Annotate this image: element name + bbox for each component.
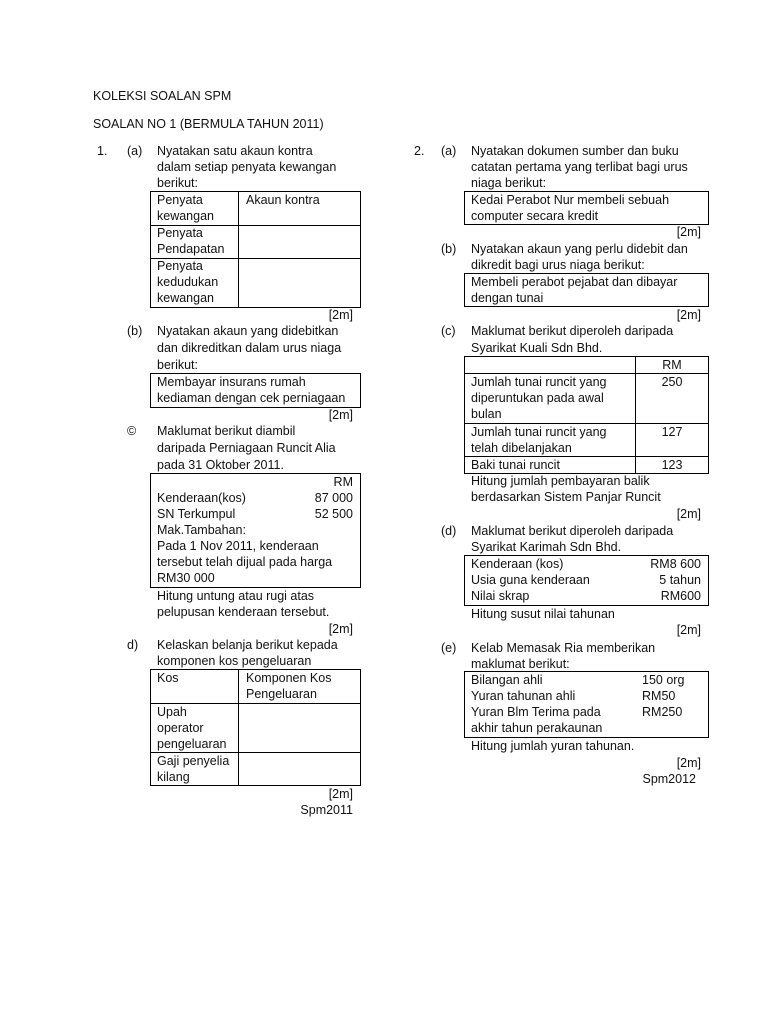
table-header-cell: Pengeluaran [246, 687, 317, 701]
table-cell: operator [157, 721, 204, 735]
q1c-text-line: Maklumat berikut diambil [157, 424, 296, 438]
q1c-label: © [127, 424, 137, 438]
q1a-text-line: dalam setiap penyata kewangan [157, 160, 337, 174]
q1a-marks: [2m] [328, 308, 353, 322]
q2d-text-line: Maklumat berikut diperoleh daripada [471, 524, 674, 538]
info-value: RM50 [642, 689, 676, 703]
info-value: 52 500 [314, 507, 353, 521]
q2b-label: (b) [441, 242, 457, 256]
q2c-text-line: Maklumat berikut diperoleh daripada [471, 324, 674, 338]
q2a-label: (a) [441, 144, 457, 158]
table-value: 127 [661, 425, 683, 439]
table-value: 250 [661, 375, 683, 389]
q1b-label: (b) [127, 324, 143, 338]
q2a-text-line: niaga berikut: [471, 176, 547, 190]
q2b-marks: [2m] [676, 308, 701, 322]
q2b-box-line: Membeli perabot pejabat dan dibayar [471, 275, 678, 289]
q2c-text-line: Syarikat Kuali Sdn Bhd. [471, 341, 603, 355]
table-value: 123 [661, 458, 683, 472]
table-cell: kewangan [157, 291, 214, 305]
q2a-box-line: computer secara kredit [471, 209, 599, 223]
info-label: Bilangan ahli [471, 673, 543, 687]
q1d-text-line: komponen kos pengeluaran [157, 654, 312, 668]
q1d-label: d) [127, 638, 139, 652]
q1c-text-line: daripada Perniagaan Runcit Alia [157, 441, 336, 455]
info-value: 5 tahun [659, 573, 701, 587]
q2c-label: (c) [441, 324, 456, 338]
info-value: 150 org [642, 673, 685, 687]
info-label: Kenderaan(kos) [157, 491, 246, 505]
page-title: KOLEKSI SOALAN SPM [93, 89, 232, 103]
info-label: Usia guna kenderaan [471, 573, 590, 587]
table-cell: kedudukan [157, 275, 219, 289]
q2e-text-line: maklumat berikut: [471, 657, 570, 671]
q2-number: 2. [414, 144, 425, 158]
info-value: RM600 [660, 589, 701, 603]
q2e-text-line: Kelab Memasak Ria memberikan [471, 641, 656, 655]
table-cell: Penyata [157, 259, 203, 273]
table-header-cell: Kos [157, 671, 179, 685]
q2b-text-line: dikredit bagi urus niaga berikut: [471, 258, 645, 272]
q1d-text-line: Kelaskan belanja berikut kepada [157, 638, 338, 652]
extra-line: tersebut telah dijual pada harga [157, 555, 333, 569]
table-cell: Upah [157, 705, 187, 719]
q2a-marks: [2m] [676, 225, 701, 239]
table-cell: Pendapatan [157, 242, 225, 256]
table-header-cell: Akaun kontra [246, 193, 320, 207]
table-cell: Jumlah tunai runcit yang [471, 375, 607, 389]
q2-year: Spm2012 [642, 772, 696, 786]
q1c-question-line: pelupusan kenderaan tersebut. [157, 605, 330, 619]
q2a-text-line: Nyatakan dokumen sumber dan buku [471, 144, 679, 158]
page-subtitle: SOALAN NO 1 (BERMULA TAHUN 2011) [93, 117, 324, 131]
extra-line: Pada 1 Nov 2011, kenderaan [157, 539, 319, 553]
q2d-marks: [2m] [676, 623, 701, 637]
q1b-text-line: berikut: [157, 358, 198, 372]
q2c-question-line: Hitung jumlah pembayaran balik [471, 474, 650, 488]
q2d-text-line: Syarikat Karimah Sdn Bhd. [471, 540, 622, 554]
table-cell: diperuntukan pada awal [471, 391, 604, 405]
currency-label: RM [662, 358, 682, 372]
table-cell: bulan [471, 407, 502, 421]
q1c-question-line: Hitung untung atau rugi atas [157, 589, 315, 603]
q2d-label: (d) [441, 524, 457, 538]
table-cell: Penyata [157, 226, 203, 240]
info-label: Kenderaan (kos) [471, 557, 564, 571]
q1d-marks: [2m] [328, 787, 353, 801]
q1c-marks: [2m] [328, 622, 353, 636]
table-cell: kilang [157, 770, 190, 784]
table-cell: Jumlah tunai runcit yang [471, 425, 607, 439]
info-label: Nilai skrap [471, 589, 530, 603]
info-label: SN Terkumpul [157, 507, 236, 521]
q1b-box-line: kediaman dengan cek perniagaan [157, 391, 346, 405]
q2b-box-line: dengan tunai [471, 291, 544, 305]
q2e-question: Hitung jumlah yuran tahunan. [471, 739, 635, 753]
extra-heading: Mak.Tambahan: [157, 523, 246, 537]
table-cell: Baki tunai runcit [471, 458, 560, 472]
q1b-text-line: dan dikreditkan dalam urus niaga [157, 341, 342, 355]
table-cell: Penyata [157, 193, 203, 207]
table-cell: kewangan [157, 209, 214, 223]
q2c-question-line: berdasarkan Sistem Panjar Runcit [471, 490, 661, 504]
extra-line: RM30 000 [157, 571, 215, 585]
q2e-marks: [2m] [676, 756, 701, 770]
table-header-cell: Komponen Kos [246, 671, 332, 685]
q1-year: Spm2011 [300, 803, 353, 817]
info-value: RM8 600 [650, 557, 701, 571]
info-label: Yuran tahunan ahli [471, 689, 576, 703]
q2a-box-line: Kedai Perabot Nur membeli sebuah [471, 193, 670, 207]
table-cell: Gaji penyelia [157, 754, 230, 768]
q2a-text-line: catatan pertama yang terlibat bagi urus [471, 160, 688, 174]
q1a-label: (a) [127, 144, 143, 158]
q1a-text-line: Nyatakan satu akaun kontra [157, 144, 313, 158]
table-cell: telah dibelanjakan [471, 441, 572, 455]
currency-label: RM [333, 475, 353, 489]
q1b-text-line: Nyatakan akaun yang didebitkan [157, 324, 339, 338]
q2d-question: Hitung susut nilai tahunan [471, 607, 615, 621]
info-label: akhir tahun perakaunan [471, 721, 603, 735]
table-cell: pengeluaran [157, 737, 227, 751]
info-value: 87 000 [314, 491, 353, 505]
info-label: Yuran Blm Terima pada [471, 705, 601, 719]
q1a-text-line: berikut: [157, 176, 198, 190]
q1b-marks: [2m] [328, 408, 353, 422]
q1c-text-line: pada 31 Oktober 2011. [157, 458, 284, 472]
q2c-marks: [2m] [676, 507, 701, 521]
info-value: RM250 [642, 705, 683, 719]
q1-number: 1. [97, 144, 108, 158]
q2e-label: (e) [441, 641, 457, 655]
q1b-box-line: Membayar insurans rumah [157, 375, 306, 389]
q2b-text-line: Nyatakan akaun yang perlu didebit dan [471, 242, 688, 256]
